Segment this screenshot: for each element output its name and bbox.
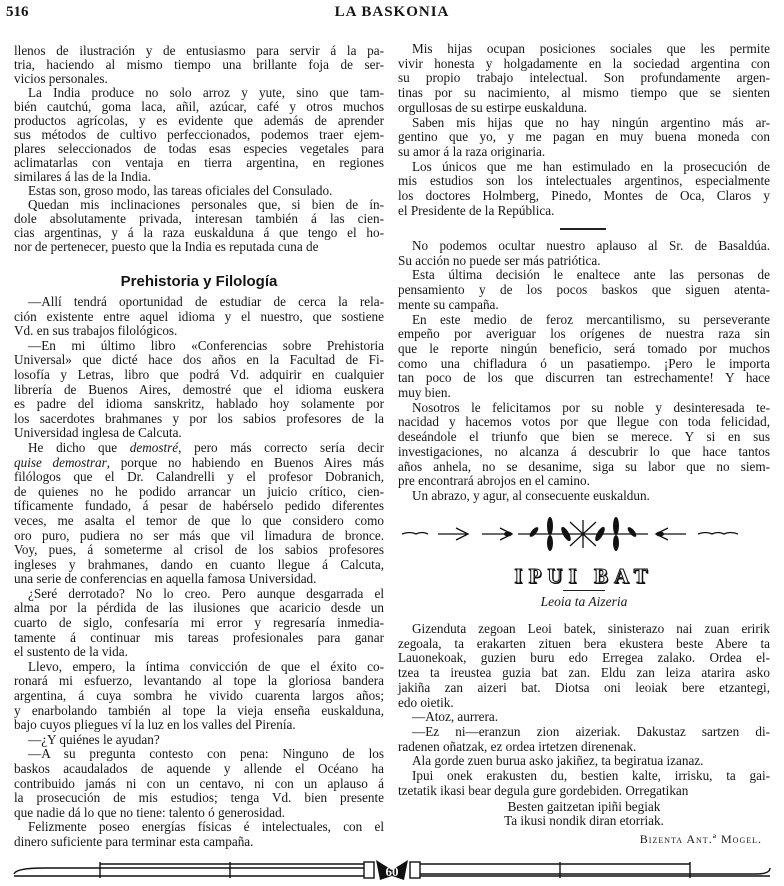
text-line: —En mi último libro «Conferencias sobre Prehistoria: [28, 337, 384, 353]
text-line: plares seleccionados de todas esas especies vegetales para: [14, 141, 384, 156]
text-line: edo oietik.: [398, 694, 454, 710]
title-underline: [563, 590, 605, 591]
text-line: su amor á la raza originaria.: [398, 143, 546, 159]
text-line: Universidad inglesa de Calcuta.: [14, 425, 182, 441]
signature: Bizenta Ant.ª Mogel.: [639, 832, 762, 846]
text-line: cias argentinas, y á la raza euskalduna á que tengo el ho-: [14, 225, 384, 240]
text-line: nor de pertenecer, puesto que la India es reputada cuna de: [14, 239, 319, 254]
text-line: [14, 456, 384, 471]
text-line: Mis hijas ocupan posiciones sociales que les permite: [412, 41, 770, 56]
text-line: ¿Seré derrotado? No lo creo. Pero aunque desgarrada el: [28, 585, 384, 601]
text-line: Estas son, groso modo, las tareas oficiales del Consulado.: [28, 183, 333, 198]
text-line: sus métodos de cultivo perfeccionados, podemos traer ejem-: [14, 127, 384, 142]
right-column-top-text: [398, 42, 770, 218]
text-line: pensamiento y de los pocos baskos que siguen atenta-: [398, 282, 770, 298]
text-line: vicios personales.: [14, 71, 108, 86]
text-line: Saben mis hijas que no hay ningún argentino más ar-: [412, 114, 770, 130]
left-column-top-text: [14, 44, 384, 254]
text-line: gentino que yo, y me pagan en muy buena moneda con: [398, 129, 770, 145]
text-line: tzea ta ireustea guzia bat zan. Eldu zan leiza atarira asko: [398, 665, 770, 681]
text-line: ingleses y brahmanes, dando en cuanto llegue á Calcuta,: [14, 556, 384, 572]
text-line: Esta última decisión le enaltece ante las personas de: [412, 267, 770, 283]
text-line: No podemos ocultar nuestro aplauso al Sr. de Basaldúa.: [412, 238, 770, 253]
svg-text:60: 60: [385, 864, 399, 879]
text-line: muy bien.: [398, 385, 451, 401]
running-title: LA BASKONIA: [334, 4, 450, 20]
story-text: [398, 622, 770, 798]
text-line: bajo cuyos pliegues ví la luz en los valles del Pirenía.: [14, 717, 296, 733]
text-line: mis estudios son los intelectuales argentinos, especialmente: [398, 173, 770, 189]
text-line: los sacerdotes brahmanes y por los sabios profesores de la: [14, 410, 384, 426]
left-column-interview-text: [14, 295, 384, 850]
text-segment: , porque no habiendo en Buenos Aires más: [106, 454, 384, 470]
story-subtitle: Leoia ta Aizeria: [540, 594, 628, 609]
section-heading: Prehistoria y Filología: [120, 273, 278, 290]
right-column-editorial-text: [398, 239, 770, 504]
text-line: librería de Buenos Aires, demostré que el idioma euskera: [14, 381, 384, 397]
fern-garland-ornament-icon: [398, 512, 770, 554]
text-line: tan poco de los que discurren tan estrechamente! Y hace: [398, 370, 770, 386]
text-line: el Presidente de la República.: [398, 202, 555, 218]
text-line: Llevo, empero, la íntima convicción de que el éxito co-: [28, 658, 384, 674]
text-line: tria, haciendo al mismo tiempo una brillante foja de ser-: [14, 57, 384, 72]
text-line: llenos de ilustración y de entusiasmo para servir á la pa-: [14, 43, 384, 58]
text-line: Su acción no puede ser más patriótica.: [398, 252, 601, 268]
text-segment: He dicho que: [28, 439, 130, 455]
text-line: losofía y Letras, libro que podrá Vd. adquirir en cualquier: [14, 366, 384, 382]
text-line: Vd. en sus trabajos filológicos.: [14, 323, 178, 339]
text-line: es padre del idioma sanskritz, hablado hoy solamente por: [14, 396, 384, 412]
text-line: deseándole el triunfo que bien se merece. Y si en sus: [398, 429, 770, 445]
story-title: IPUI BAT: [514, 564, 654, 588]
text-line: vivir honesta y holgadamente en la sociedad argentina con: [398, 55, 770, 71]
text-line: —Atoz, aurrera.: [412, 709, 499, 725]
text-line: —¿Y quiénes le ayudan?: [28, 731, 160, 747]
text-line: argentina, á cuya sombra he vivido cuarenta largos años;: [14, 688, 384, 704]
text-line: Los únicos que me han estimulado en la prosecución de: [412, 158, 770, 174]
text-line: —Allí tendrá oportunidad de estudiar de cerca la rela-: [28, 294, 384, 309]
text-line: jakiña zan aizeri bat. Diotsa oni leoiak bere etzantegi,: [398, 679, 770, 695]
text-line: cuarto de siglo, confesaría mi error y regresaría inmedia-: [14, 615, 384, 631]
text-line: de quienes no he podido arrancar un juicio crítico, cien-: [14, 483, 384, 499]
text-line: Lauonekoak, guzien buru edo Erregea zalako. Ordea el-: [398, 650, 770, 666]
text-line: Ala gorde zuen burua asko jakiñez, ta begiratua izanaz.: [412, 753, 704, 769]
text-line: que nadie dá lo que no tiene: talento ó generosidad.: [14, 804, 285, 820]
text-line: radenen oñatzak, ez ordea irtetzen direnenak.: [398, 738, 637, 754]
text-line: —Ez ni—eranzun zion aizeriak. Dakustaz sartzen di-: [412, 723, 770, 739]
text-line: tamente á continuar mis tareas profesionales para ganar: [14, 629, 384, 645]
text-line: bién cautchú, goma laca, añil, azúcar, café y otros muchos: [14, 99, 384, 114]
text-segment: , pero más correcto sería decir: [178, 439, 384, 455]
text-line: una serie de conferencias en aquella famosa Universidad.: [14, 571, 317, 587]
text-line: Un abrazo, y agur, al consecuente euskaldun.: [412, 487, 650, 503]
text-line: tzetatik ikasi bear degula gure gordebiden. Orregatikan: [398, 782, 689, 798]
text-line: como una chifladura ó un pasatiempo. ¡Pero le importa: [398, 355, 770, 371]
text-line: pre encontrará abrojos en el camino.: [398, 473, 590, 489]
text-line: aclimatarlas con ventaja en tierra argentina, en regiones: [14, 155, 384, 170]
text-line: y enarbolando también al tope la vieja enseña euskalduna,: [14, 702, 384, 718]
text-line: su propio trabajo intelectual. Son profundamente argen-: [398, 70, 770, 86]
text-line: ción existente entre aquel idioma y el nuestro, que sostiene: [14, 308, 384, 324]
text-line: Universal» que dicté hace dos años en la Facultad de Fi-: [14, 352, 384, 368]
footer-rule-ornament-icon: [0, 856, 784, 884]
text-line: tíficamente fundado, á pesar de habérselo pedido diferentes: [14, 498, 384, 514]
text-line: investigaciones, no alcanza á descubrir lo que hace tantos: [398, 443, 770, 459]
text-line: empeño por averiguar los orígenes de nuestra raza sin: [398, 326, 770, 342]
italic-text: quise demostrar: [14, 454, 107, 470]
text-line: similares á las de la India.: [14, 169, 151, 184]
verse-line: Ta ikusi nondik diran etorriak.: [504, 813, 664, 828]
text-line: Quedan mis inclinaciones personales que, si bien de ín-: [28, 197, 384, 212]
text-line: que le reporte ningún beneficio, será tomado por muchos: [398, 340, 770, 356]
italic-text: demostré: [129, 439, 179, 455]
text-line: [14, 441, 384, 456]
text-line: baskos acaudalados de aquende y allende el Océano ha: [14, 761, 384, 776]
text-line: mente su campaña.: [398, 296, 499, 312]
text-line: oro puro, pudiera no ser más que vil limadura de bronce.: [14, 527, 384, 543]
text-line: orgullosas de su estirpe euskalduna.: [398, 99, 588, 115]
text-line: Gizenduta zegoan Leoi batek, sinisterazo nai zuan eririk: [412, 621, 770, 636]
text-line: La India produce no solo arroz y yute, sino que tam-: [28, 85, 384, 100]
text-line: el sustento de la vida.: [14, 644, 128, 660]
text-line: zegoala, ta erakarten zituen bera ekustera beste Abere ta: [398, 635, 770, 651]
text-line: productos agrícolas, y es evidente que además de aprender: [14, 113, 384, 128]
text-line: Ipui onek erakusten du, bestien kalte, irrisku, ta gai-: [412, 768, 770, 784]
text-line: la prosecución de mis estudios; tenga Vd. bien presente: [14, 790, 384, 806]
text-line: dole absolutamente privada, interesan también á las cien-: [14, 211, 384, 226]
text-line: veces, me asalta el temor de que lo que considero como: [14, 512, 384, 528]
verse-line: Besten gaitzetan ipiñi begiak: [507, 799, 661, 814]
section-divider: [560, 228, 606, 230]
text-line: contribuido jamás ni con un centavo, ni con un aplauso á: [14, 775, 384, 791]
text-line: Nosotros le felicitamos por su noble y desinteresada te-: [412, 399, 770, 415]
text-line: Felizmente poseo energías físicas é intelectuales, con el: [28, 819, 384, 835]
text-line: En este medio de feroz mercantilismo, su perseverante: [412, 311, 770, 327]
text-line: años anhela, no se desanime, siga su labor que no siem-: [398, 458, 770, 474]
text-line: —A su pregunta contesto con pena: Ninguno de los: [28, 746, 384, 762]
text-line: ronará mi esfuerzo, levantando al tope la gloriosa bandera: [14, 673, 384, 689]
text-line: Voy, pues, á someterme al crisol de los sabios profesores: [14, 542, 384, 558]
text-line: los doctores Holmberg, Pinedo, Montes de Oca, Claros y: [398, 188, 770, 204]
page-number: 516: [6, 4, 29, 20]
text-line: nacidad y hacemos votos por que llegue con toda felicidad,: [398, 414, 770, 430]
text-line: alma por la pérdida de las ilusiones que acaricio desde un: [14, 600, 384, 616]
text-line: filólogos que el Dr. Calandrelli y el profesor Dobranich,: [14, 469, 384, 485]
text-line: tinas por su nacimiento, al mismo tiempo que se sienten: [398, 85, 770, 101]
text-line: dinero suficiente para terminar esta campaña.: [14, 833, 254, 849]
